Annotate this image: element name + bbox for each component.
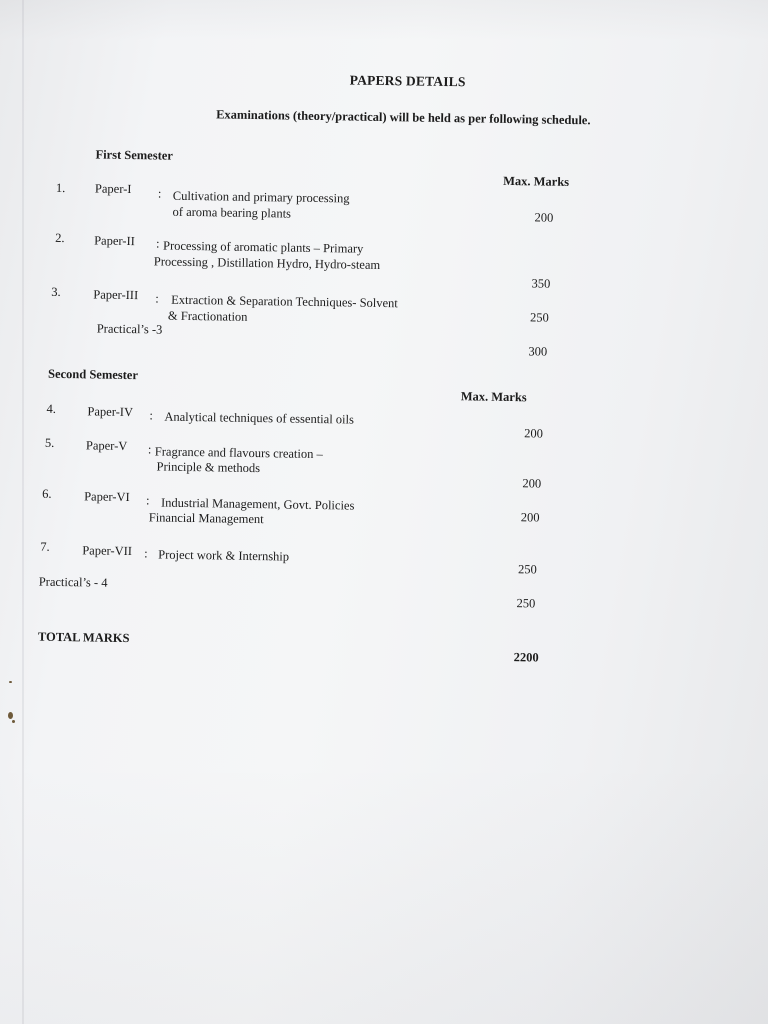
total-marks-value: 2200 [513,650,539,665]
paper-description-cont: Financial Management [148,510,264,527]
paper-description: Analytical techniques of essential oils [164,409,355,427]
paper-separator: : [149,408,154,423]
paper-marks: 200 [522,476,542,491]
first-semester-max-marks-label: Max. Marks [503,173,570,189]
intro-text: Examinations (theory/practical) will be held as per following schedule. [216,107,591,128]
paper-separator: : [145,493,150,508]
paper-description: Processing of aromatic plants – Primary [162,238,364,256]
paper-description-cont: Principle & methods [156,459,261,476]
paper-separator: : [156,236,160,251]
paper-name: Paper-IV [87,404,134,420]
paper-marks: 200 [520,510,540,525]
paper-number: 1. [55,180,66,196]
paper-number: 7. [40,539,50,554]
paper-description-cont: of aroma bearing plants [172,204,292,221]
paper-name: Paper-II [94,233,135,249]
paper-separator: : [144,546,148,561]
paper-name: Paper-V [85,438,128,454]
paper-separator: : [147,442,152,457]
paper-marks: 200 [534,210,554,225]
page-title: PAPERS DETAILS [349,72,466,90]
practicals-label: Practical’s - 4 [38,574,108,590]
paper-name: Paper-I [94,181,132,197]
paper-marks: 250 [517,562,537,577]
second-semester-heading: Second Semester [47,366,139,383]
paper-number: 4. [46,401,56,416]
paper-name: Paper-III [93,287,139,303]
paper-marks: 350 [531,276,551,291]
paper-number: 6. [42,486,52,501]
practicals-label: Practical’s -3 [96,321,163,337]
paper-separator: : [157,186,162,201]
paper-number: 3. [51,284,61,299]
paper-number: 2. [55,230,65,246]
paper-name: Paper-VII [82,543,133,559]
paper-description: Cultivation and primary processing [172,188,350,206]
paper-marks: 250 [529,310,549,325]
paper-separator: : [155,291,159,306]
practicals-marks: 300 [528,344,548,359]
paper-description: Fragrance and flavours creation – [154,444,323,462]
paper-name: Paper-VI [84,489,130,505]
paper-number: 5. [44,435,55,450]
paper-description: Industrial Management, Govt. Policies [160,495,355,513]
paper-description: Project work & Internship [158,547,290,564]
paper-description: Extraction & Separation Techniques- Solvent [171,292,398,311]
first-semester-heading: First Semester [95,147,174,163]
paper-marks: 200 [524,426,544,441]
paper-description-cont: & Fractionation [167,308,248,324]
paper-description-cont: Processing , Distillation Hydro, Hydro-steam [153,254,381,272]
second-semester-max-marks-label: Max. Marks [460,389,527,405]
practicals-marks: 250 [516,596,536,611]
total-marks-label: TOTAL MARKS [37,629,130,646]
